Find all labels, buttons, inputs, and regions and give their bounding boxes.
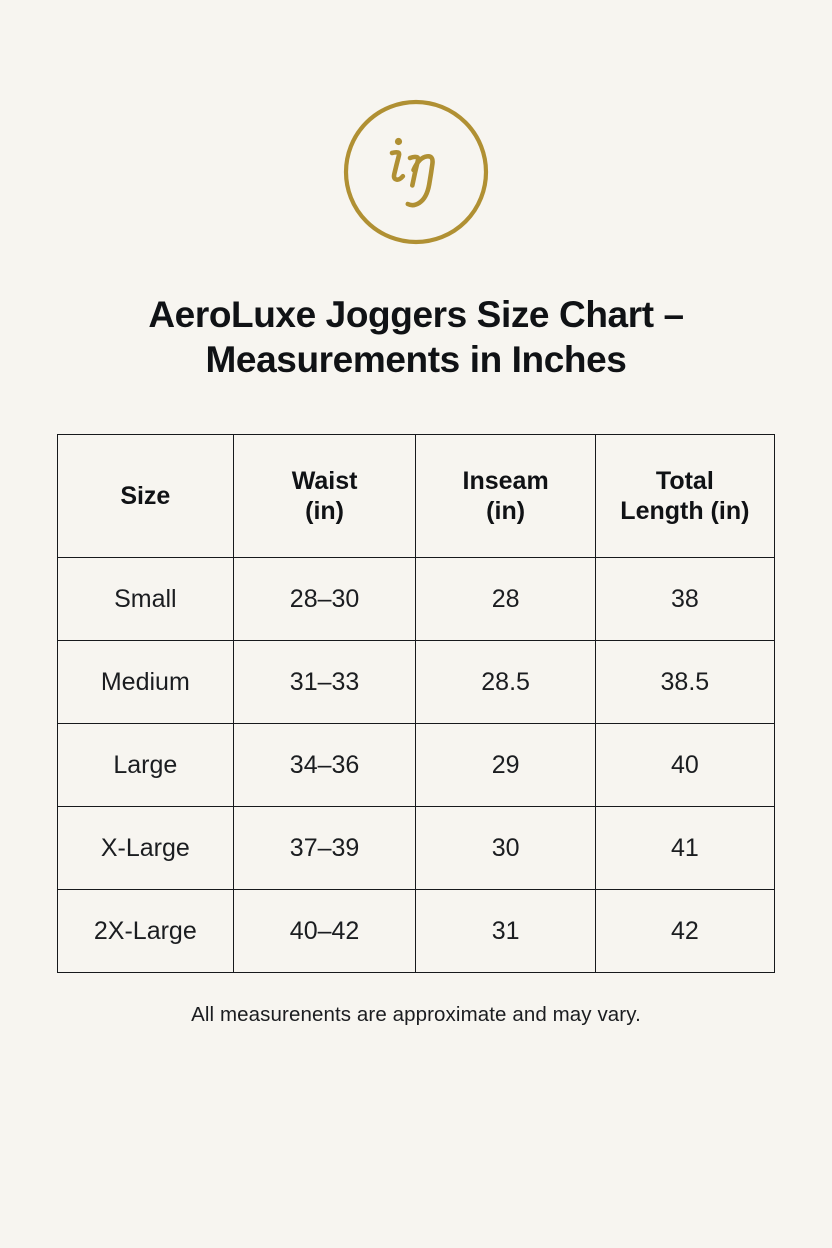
page-title-line-2: Measurements in Inches <box>205 339 627 381</box>
cell-size: X-Large <box>58 807 234 890</box>
cell-size: Medium <box>58 641 234 724</box>
cell-inseam: 30 <box>416 807 595 890</box>
table-row <box>58 724 775 807</box>
column-header-waist-line-2: (in) <box>305 497 344 526</box>
cell-waist: 34–36 <box>233 724 416 807</box>
cell-inseam: 31 <box>416 890 595 973</box>
cell-total-length: 40 <box>595 724 774 807</box>
column-header-inseam <box>416 435 595 558</box>
table-row <box>58 890 775 973</box>
cell-waist: 37–39 <box>233 807 416 890</box>
table-header <box>58 435 775 558</box>
in-monogram-circle-logo <box>340 96 492 248</box>
brand-logo <box>340 96 492 248</box>
size-chart-table <box>57 434 775 973</box>
footnote: All measurenents are approximate and may vary. <box>191 1003 641 1027</box>
column-header-size-line-1: Size <box>120 482 171 510</box>
size-chart-table-wrapper <box>57 434 775 973</box>
table-row <box>58 807 775 890</box>
page-title <box>66 292 766 382</box>
table-row <box>58 641 775 724</box>
cell-inseam: 28.5 <box>416 641 595 724</box>
table-header-row <box>58 435 775 558</box>
cell-total-length: 41 <box>595 807 774 890</box>
table-body <box>58 558 775 973</box>
column-header-waist-line-1: Waist <box>291 466 358 495</box>
cell-inseam: 28 <box>416 558 595 641</box>
cell-waist: 31–33 <box>233 641 416 724</box>
column-header-total-length <box>595 435 774 558</box>
cell-total-length: 38 <box>595 558 774 641</box>
cell-size: Small <box>58 558 234 641</box>
column-header-total-length-line-2: Length (in) <box>620 497 750 526</box>
cell-size: Large <box>58 724 234 807</box>
column-header-inseam-line-1: Inseam <box>462 466 549 495</box>
table-row <box>58 558 775 641</box>
cell-total-length: 38.5 <box>595 641 774 724</box>
cell-total-length: 42 <box>595 890 774 973</box>
cell-waist: 40–42 <box>233 890 416 973</box>
column-header-inseam-line-2: (in) <box>486 497 526 526</box>
column-header-waist <box>233 435 416 558</box>
column-header-total-length-line-1: Total <box>655 466 714 495</box>
cell-inseam: 29 <box>416 724 595 807</box>
cell-waist: 28–30 <box>233 558 416 641</box>
column-header-size <box>58 435 234 558</box>
cell-size: 2X-Large <box>58 890 234 973</box>
page-title-line-1: AeroLuxe Joggers Size Chart – <box>148 294 684 335</box>
